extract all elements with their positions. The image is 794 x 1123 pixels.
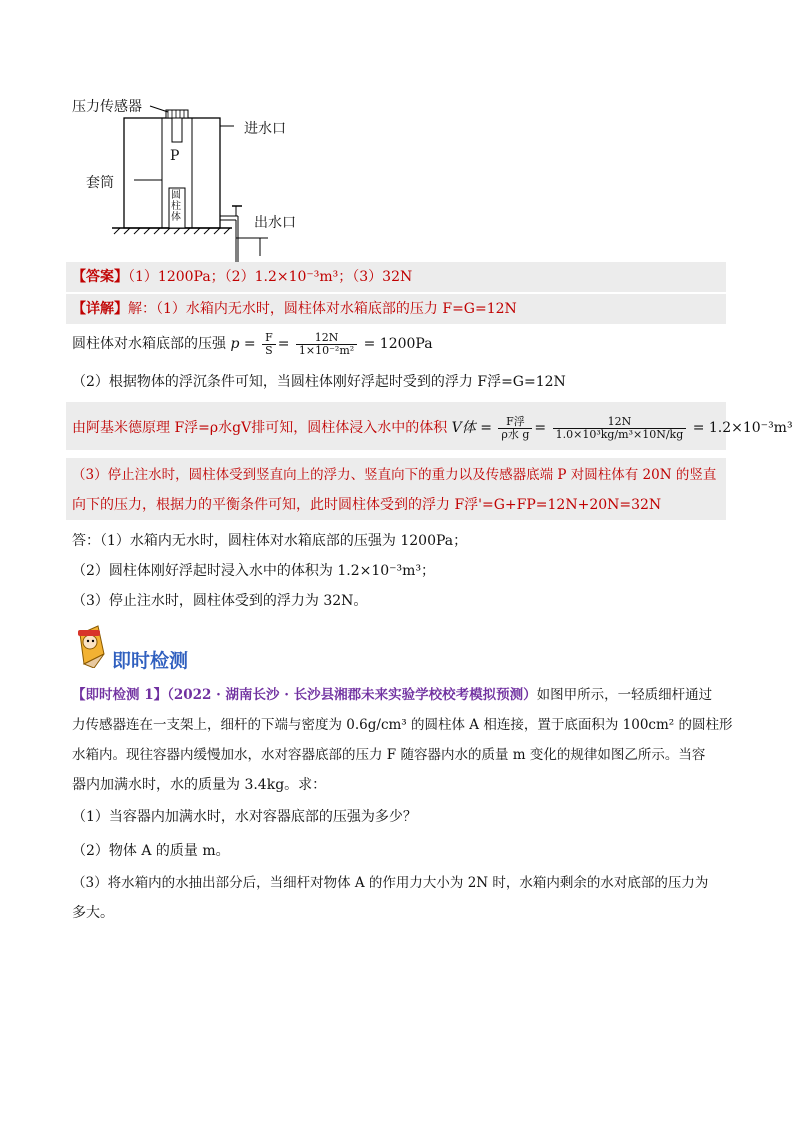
question-line-1	[72, 686, 712, 704]
detail-line-5: （3）停止注水时，圆柱体受到竖直向上的浮力、竖直向下的重力以及传感器底端 P 对圆柱体有 20N 的竖直	[72, 467, 717, 483]
question-part-1: （1）当容器内加满水时，水对容器底部的压强为多少？	[72, 809, 417, 825]
frac-num: F浮	[498, 416, 532, 429]
question-line-4: 器内加满水时，水的质量为 3.4kg。求：	[72, 777, 327, 793]
formula-p: p =	[230, 336, 256, 352]
section-title: 即时检测	[112, 650, 189, 672]
question-source: （2022 · 湖南长沙 · 长沙县湘郡未来实验学校校考模拟预测）	[167, 687, 537, 703]
label-sleeve: 套筒	[86, 175, 114, 191]
pencil-mascot-icon	[70, 624, 110, 668]
question-tag: 【即时检测 1】	[72, 687, 168, 703]
question-line-2: 力传感器连在一支架上，细杆的下端与密度为 0.6g/cm³ 的圆柱体 A 相连接，置于底面积为 100cm² 的圆柱形	[72, 717, 733, 733]
detail-line-4-prefix: 由阿基米德原理 F浮=ρ水gV排可知，圆柱体浸入水中的体积	[72, 420, 448, 436]
label-pressure-sensor: 压力传感器	[72, 99, 142, 115]
detail-tag: 【详解】	[72, 301, 128, 317]
answer-line	[72, 268, 412, 286]
frac-num: 12N	[296, 332, 357, 345]
reply-line-1: 答：（1）水箱内无水时，圆柱体对水箱底部的压强为 1200Pa；	[72, 533, 468, 549]
label-cylinder: 圆柱体	[171, 190, 181, 223]
label-water-inlet: 进水口	[244, 121, 286, 137]
frac-den: ρ水 g	[501, 427, 530, 441]
detail-line-1	[72, 300, 517, 318]
water-tank-diagram	[72, 88, 312, 263]
frac-num: F	[262, 332, 276, 345]
detail-line-2-prefix: 圆柱体对水箱底部的压强	[72, 336, 226, 352]
formula-result: = 1.2×10⁻³m³	[692, 420, 793, 436]
question-part-3: （3）将水箱内的水抽出部分后，当细杆对物体 A 的作用力大小为 2N 时，水箱内剩余的水对底部的压力为	[72, 875, 709, 891]
label-water-outlet: 出水口	[254, 215, 296, 231]
label-p: P	[170, 148, 180, 164]
reply-line-3: （3）停止注水时，圆柱体受到的浮力为 32N。	[72, 593, 368, 609]
frac-den: 1.0×10³kg/m³×10N/kg	[555, 427, 684, 441]
detail-line-6: 向下的压力，根据力的平衡条件可知，此时圆柱体受到的浮力 F浮'=G+FP=12N+20N=32N	[72, 497, 662, 513]
detail-line-3: （2）根据物体的浮沉条件可知，当圆柱体刚好浮起时受到的浮力 F浮=G=12N	[72, 374, 566, 390]
detail-line-4: 由阿基米德原理 F浮=ρ水gV排可知，圆柱体浸入水中的体积 V体 = $\frac{\text{F浮}}{\text{ρ水 g}}$ = $\frac{12N}{\text{1.0×10³kg/m³×10N/kg}}$ = 1.2×10⁻³m³	[72, 414, 793, 441]
detail-text-1: 解：（1）水箱内无水时，圆柱体对水箱底部的压力 F=G=12N	[128, 301, 517, 317]
question-part-2: （2）物体 A 的质量 m。	[72, 843, 230, 859]
frac-num: 12N	[553, 416, 687, 429]
frac-den: 1×10⁻²m²	[298, 343, 355, 357]
answer-tag: 【答案】	[72, 269, 128, 285]
question-text-1: 如图甲所示，一轻质细杆通过	[536, 687, 713, 703]
formula-result: = 1200Pa	[363, 336, 433, 352]
detail-line-2: 圆柱体对水箱底部的压强 p = $\frac{F}{S}$ = $\frac{12N}{\text{1×10⁻²m²}}$ = 1200Pa	[72, 330, 433, 357]
question-line-3: 水箱内。现往容器内缓慢加水，水对容器底部的压力 F 随容器内水的质量 m 变化的规律如图乙所示。当容	[72, 747, 706, 763]
frac-den: S	[265, 343, 273, 357]
fraction-values	[296, 332, 357, 357]
question-part-3-cont: 多大。	[72, 905, 114, 921]
fraction-f-over-s	[262, 332, 276, 357]
reply-line-2: （2）圆柱体刚好浮起时浸入水中的体积为 1.2×10⁻³m³；	[72, 563, 436, 579]
fraction-volume-values	[553, 416, 687, 441]
formula-v: V体 =	[451, 420, 492, 436]
fraction-buoyancy	[498, 416, 532, 441]
answer-text: （1）1200Pa；（2）1.2×10⁻³m³；（3）32N	[128, 269, 413, 285]
